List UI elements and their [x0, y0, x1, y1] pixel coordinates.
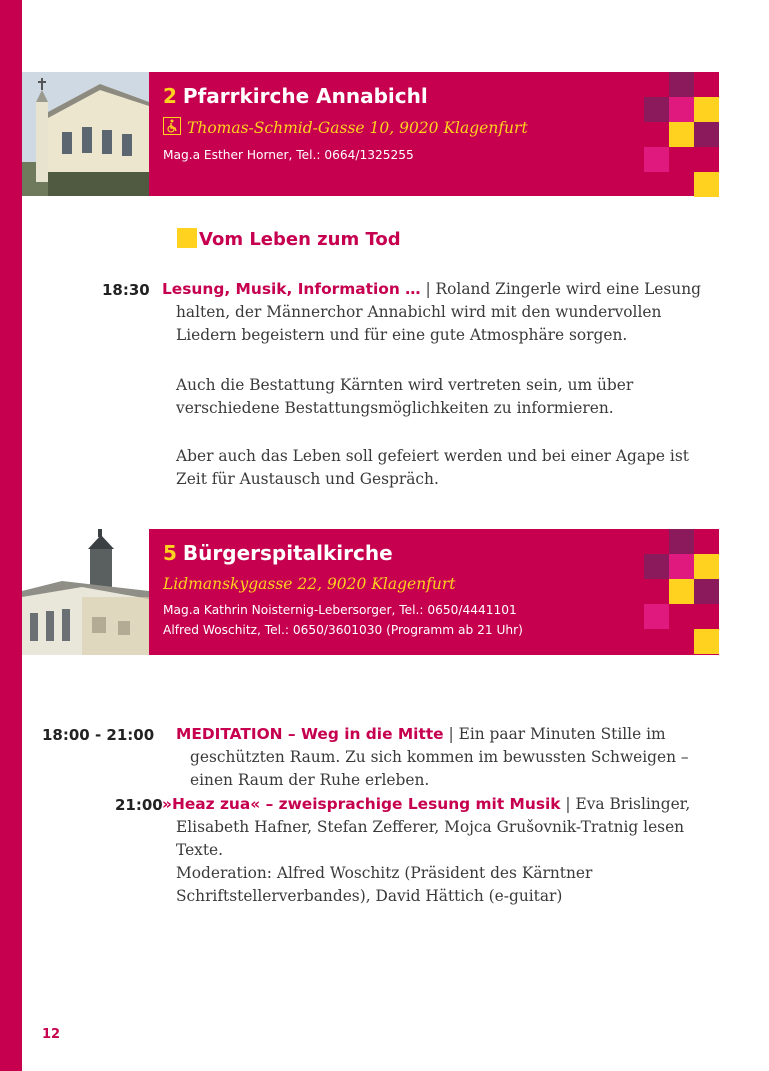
section-title-text: Vom Leben zum Tod [199, 229, 401, 250]
event-text: | Eva Brislinger, Elisabeth Hafner, Stefan Zefferer, Mojca Grušovnik-Tratnig lesen Texte. [176, 795, 691, 859]
left-accent-bar [0, 0, 22, 1071]
church-title [163, 84, 428, 108]
page-number: 12 [42, 1027, 61, 1042]
event-description [176, 723, 722, 792]
event-paragraph: Aber auch das Leben soll gefeiert werden und bei einer Agape ist Zeit für Austausch und Gespräch. [176, 447, 689, 488]
church-photo-buergerspital [22, 529, 149, 655]
church-number: 2 [163, 84, 177, 108]
church-header-annabichl [149, 72, 719, 196]
address-text: Thomas-Schmid-Gasse 10, 9020 Klagenfurt [187, 119, 528, 137]
event-description [162, 793, 722, 862]
church-number: 5 [163, 541, 177, 565]
church-name: Bürgerspitalkirche [182, 541, 393, 565]
section-heading [177, 228, 401, 250]
event-text: | Ein paar Minuten Stille im geschützten Raum. Zu sich kommen im bewussten Schweigen – einen Raum der Ruhe erleben. [190, 725, 689, 789]
heading-square-marker [177, 228, 197, 248]
event-title: Lesung, Musik, Information … [162, 280, 421, 298]
church-photo-annabichl [22, 72, 149, 196]
event-title: MEDITATION – Weg in die Mitte [176, 725, 444, 743]
decorative-pixel-pattern [644, 529, 719, 654]
wheelchair-icon [163, 117, 181, 135]
event-time: 21:00 [115, 796, 163, 814]
event-text: | Roland Zingerle wird eine Lesung halten, der Männerchor Annabichl wird mit den wundervollen Liedern begeistern und für eine gute Atmosphäre sorgen. [176, 280, 701, 344]
event-time: 18:00 - 21:00 [42, 726, 155, 744]
event-description [162, 278, 722, 347]
church-address: Lidmanskygasse 22, 9020 Klagenfurt [163, 575, 456, 593]
church-address [163, 117, 528, 137]
contact-line: Mag.a Kathrin Noisternig-Lebersorger, Tel.: 0650/4441101 [163, 603, 517, 617]
event-title: »Heaz zua« – zweisprachige Lesung mit Musik [162, 795, 561, 813]
church-title [163, 541, 393, 565]
decorative-pixel-pattern [644, 72, 719, 197]
church-header-buergerspital [149, 529, 719, 655]
event-paragraph: Auch die Bestattung Kärnten wird vertreten sein, um über verschiedene Bestattungsmöglichkeiten zu informieren. [176, 376, 634, 417]
event-moderation: Moderation: Alfred Woschitz (Präsident des Kärntner Schriftstellerverbandes), David Hättich (e-guitar) [176, 864, 593, 905]
event-time: 18:30 [102, 281, 150, 299]
contact-line: Alfred Woschitz, Tel.: 0650/3601030 (Programm ab 21 Uhr) [163, 623, 523, 637]
church-name: Pfarrkirche Annabichl [182, 84, 428, 108]
contact-line: Mag.a Esther Horner, Tel.: 0664/1325255 [163, 148, 414, 162]
